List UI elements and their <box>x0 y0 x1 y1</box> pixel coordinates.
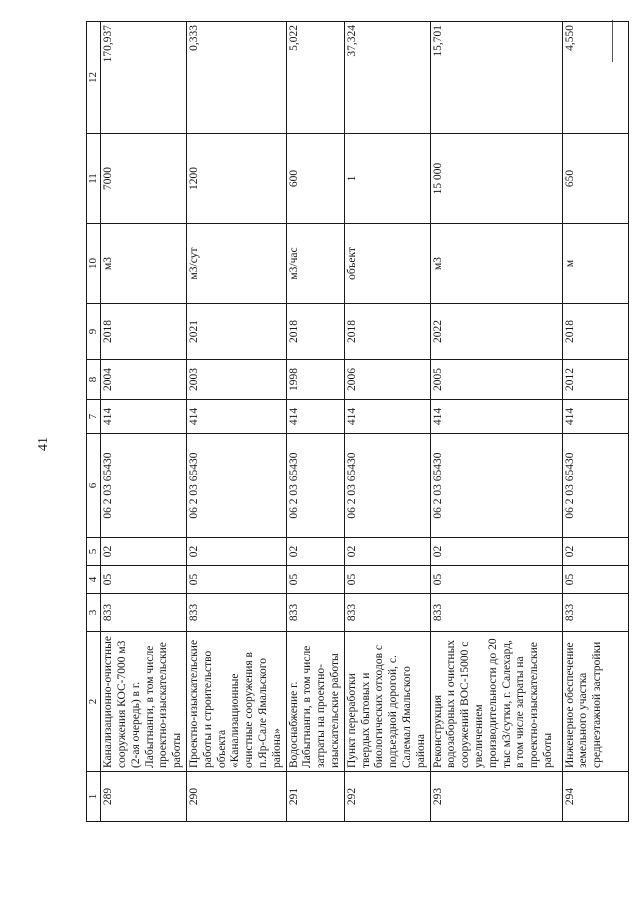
cell-amount: 15,701 <box>430 22 562 134</box>
object-name: Канализационно-очистные сооружения КОС-7000 м3 (2-ая очередь) в г. Лабытнанги, в том числе проектно-изыскательские работы <box>101 632 187 772</box>
object-name: Пункт переработки твердых бытовых и биологических отходов с подъездной дорогой, с. Салемал Ямальского района <box>344 632 430 772</box>
cell-start-year: 2005 <box>430 360 562 400</box>
cell-subsection: 02 <box>186 538 286 566</box>
cell-expense-type: 414 <box>101 400 187 434</box>
object-name: Водоснабжение г. Лабытнанги, в том числе затраты на проектно-изыскательские работы <box>286 632 344 772</box>
cell-amount: 5,022 <box>286 22 344 134</box>
row-number: 291 <box>286 772 344 822</box>
table-row <box>562 22 628 822</box>
cell-target-article: 06 2 03 65430 <box>562 434 628 538</box>
table-row <box>286 22 344 822</box>
column-header: 8 <box>87 360 101 400</box>
cell-subsection: 02 <box>344 538 430 566</box>
row-number: 289 <box>101 772 187 822</box>
cell-end-year: 2018 <box>562 304 628 360</box>
cell-unit: м3 <box>430 224 562 304</box>
cell-ministry-code: 833 <box>562 594 628 632</box>
cell-target-article: 06 2 03 65430 <box>186 434 286 538</box>
cell-start-year: 2003 <box>186 360 286 400</box>
cell-start-year: 1998 <box>286 360 344 400</box>
cell-end-year: 2018 <box>344 304 430 360</box>
row-number: 292 <box>344 772 430 822</box>
cell-unit: м3 <box>101 224 187 304</box>
page-number: 41 <box>36 437 51 451</box>
cell-ministry-code: 833 <box>286 594 344 632</box>
cell-target-article: 06 2 03 65430 <box>286 434 344 538</box>
cell-expense-type: 414 <box>562 400 628 434</box>
cell-start-year: 2006 <box>344 360 430 400</box>
column-header: 3 <box>87 594 101 632</box>
table-row <box>101 22 187 822</box>
cell-ministry-code: 833 <box>101 594 187 632</box>
cell-start-year: 2012 <box>562 360 628 400</box>
row-number: 290 <box>186 772 286 822</box>
rotated-table-container <box>86 22 604 822</box>
cell-section: 05 <box>562 566 628 594</box>
cell-amount: 170,937 <box>101 22 187 134</box>
column-header: 7 <box>87 400 101 434</box>
cell-capacity: 1 <box>344 134 430 224</box>
cell-expense-type: 414 <box>186 400 286 434</box>
cell-subsection: 02 <box>101 538 187 566</box>
cell-end-year: 2018 <box>101 304 187 360</box>
cell-ministry-code: 833 <box>186 594 286 632</box>
object-name: Проектно-изыскательские работы и строительство объекта «Канализационные очистные сооружения в п.Яр-Сале Ямальского района» <box>186 632 286 772</box>
cell-section: 05 <box>186 566 286 594</box>
cell-target-article: 06 2 03 65430 <box>101 434 187 538</box>
table-row <box>186 22 286 822</box>
cell-capacity: 7000 <box>101 134 187 224</box>
cell-section: 05 <box>101 566 187 594</box>
cell-unit: объект <box>344 224 430 304</box>
column-header: 4 <box>87 566 101 594</box>
column-number-row <box>87 22 101 822</box>
cell-target-article: 06 2 03 65430 <box>430 434 562 538</box>
cell-expense-type: 414 <box>286 400 344 434</box>
cell-target-article: 06 2 03 65430 <box>344 434 430 538</box>
cell-expense-type: 414 <box>344 400 430 434</box>
column-header: 2 <box>87 632 101 772</box>
column-header: 5 <box>87 538 101 566</box>
row-number: 293 <box>430 772 562 822</box>
cell-amount: 37,324 <box>344 22 430 134</box>
cell-amount: 4,550 <box>562 22 628 134</box>
object-name: Реконструкция водозаборных и очистных сооружений ВОС-15000 с увеличением производительности до 20 тыс м3/сутки, г. Салехард, в том числе затраты на проектно-изыскательские работы <box>430 632 562 772</box>
cell-unit: м3/час <box>286 224 344 304</box>
table-row <box>430 22 562 822</box>
object-name: Инженерное обеспечение земельного участка среднеэтажной застройки <box>562 632 628 772</box>
cell-capacity: 600 <box>286 134 344 224</box>
column-header: 6 <box>87 434 101 538</box>
cell-capacity: 1200 <box>186 134 286 224</box>
cell-capacity: 15 000 <box>430 134 562 224</box>
cell-end-year: 2021 <box>186 304 286 360</box>
cell-section: 05 <box>344 566 430 594</box>
cell-capacity: 650 <box>562 134 628 224</box>
cell-section: 05 <box>430 566 562 594</box>
column-header: 9 <box>87 304 101 360</box>
cell-ministry-code: 833 <box>344 594 430 632</box>
cell-unit: м3/сут <box>186 224 286 304</box>
cell-amount: 0,333 <box>186 22 286 134</box>
column-header: 10 <box>87 224 101 304</box>
cell-subsection: 02 <box>430 538 562 566</box>
column-header: 1 <box>87 772 101 822</box>
cell-start-year: 2004 <box>101 360 187 400</box>
cell-subsection: 02 <box>286 538 344 566</box>
cell-expense-type: 414 <box>430 400 562 434</box>
cell-unit: м <box>562 224 628 304</box>
row-number: 294 <box>562 772 628 822</box>
cell-subsection: 02 <box>562 538 628 566</box>
budget-objects-table <box>86 21 629 822</box>
cell-ministry-code: 833 <box>430 594 562 632</box>
cell-section: 05 <box>286 566 344 594</box>
table-row <box>344 22 430 822</box>
column-header: 12 <box>87 22 101 134</box>
cell-end-year: 2018 <box>286 304 344 360</box>
cell-end-year: 2022 <box>430 304 562 360</box>
column-header: 11 <box>87 134 101 224</box>
